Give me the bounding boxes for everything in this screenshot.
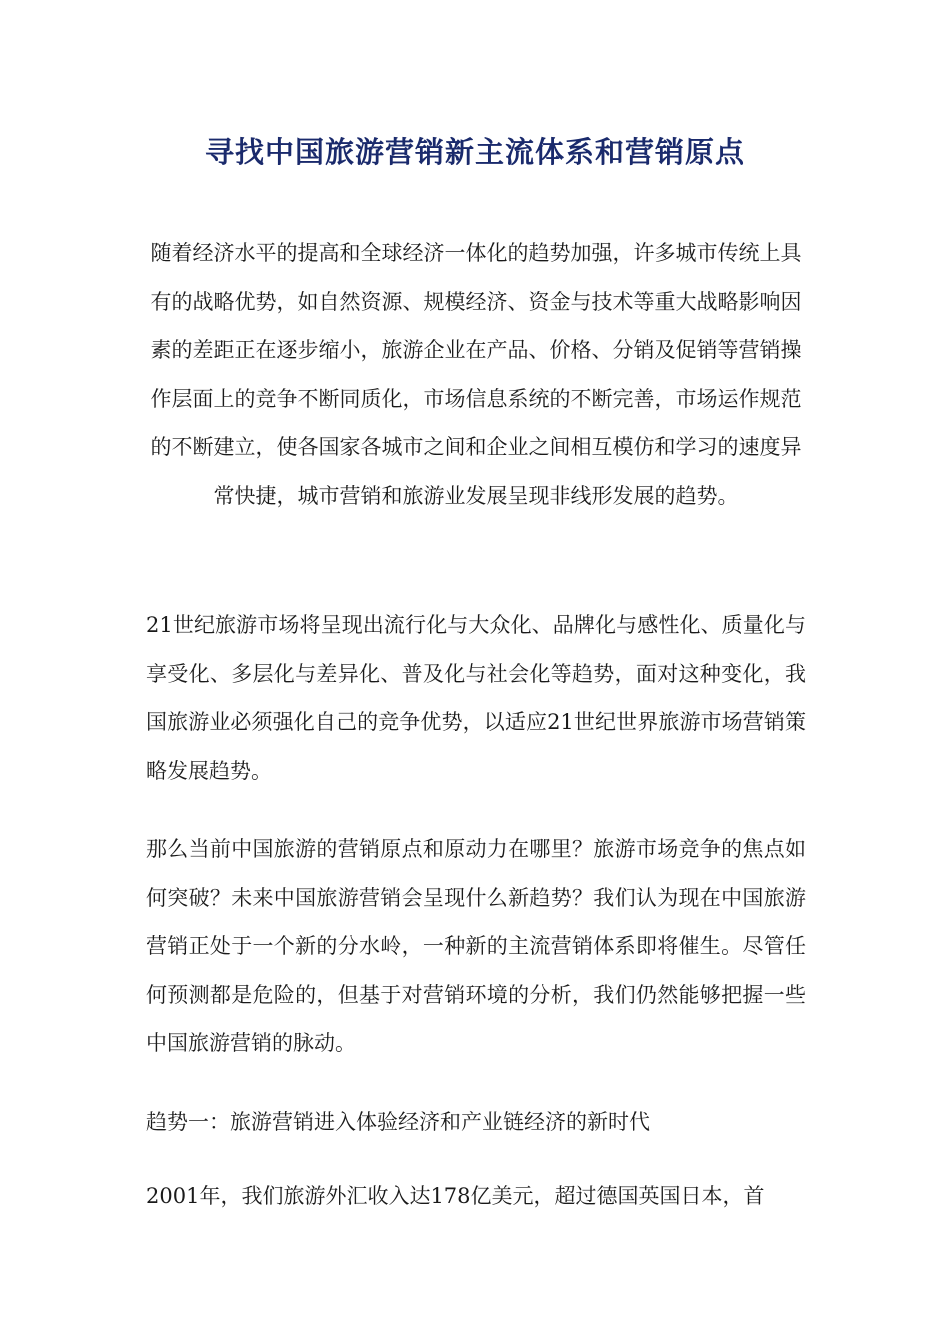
paragraph-intro: 随着经济水平的提高和全球经济一体化的趋势加强，许多城市传统上具有的战略优势，如自然资源、规模经济、资金与技术等重大战略影响因素的差距正在逐步缩小，旅游企业在产品、价格、分销及促销等营销操作层面上的竞争不断同质化，市场信息系统的不断完善，市场运作规范的不断建立，使各国家各城市之间和企业之间相互模仿和学习的速度异常快捷，城市营销和旅游业发展呈现非线形发展的趋势。 xyxy=(150,241,802,508)
paragraph-trends: 21世纪旅游市场将呈现出流行化与大众化、品牌化与感性化、质量化与享受化、多层化与差异化、普及化与社会化等趋势，面对这种变化，我国旅游业必须强化自己的竞争优势，以适应21世纪世界旅游市场营销策略发展趋势。 xyxy=(146,613,806,783)
paragraph-2001: 2001年，我们旅游外汇收入达178亿美元，超过德国英国日本，首 xyxy=(146,1184,765,1208)
paragraph-questions: 那么当前中国旅游的营销原点和原动力在哪里？旅游市场竞争的焦点如何突破？未来中国旅游营销会呈现什么新趋势？我们认为现在中国旅游营销正处于一个新的分水岭，一种新的主流营销体系即将催生。尽管任何预测都是危险的，但基于对营销环境的分析，我们仍然能够把握一些中国旅游营销的脉动。 xyxy=(146,837,806,1055)
section-heading-trend-one: 趋势一：旅游营销进入体验经济和产业链经济的新时代 xyxy=(146,1110,650,1134)
document-title: 寻找中国旅游营销新主流体系和营销原点 xyxy=(204,135,745,169)
